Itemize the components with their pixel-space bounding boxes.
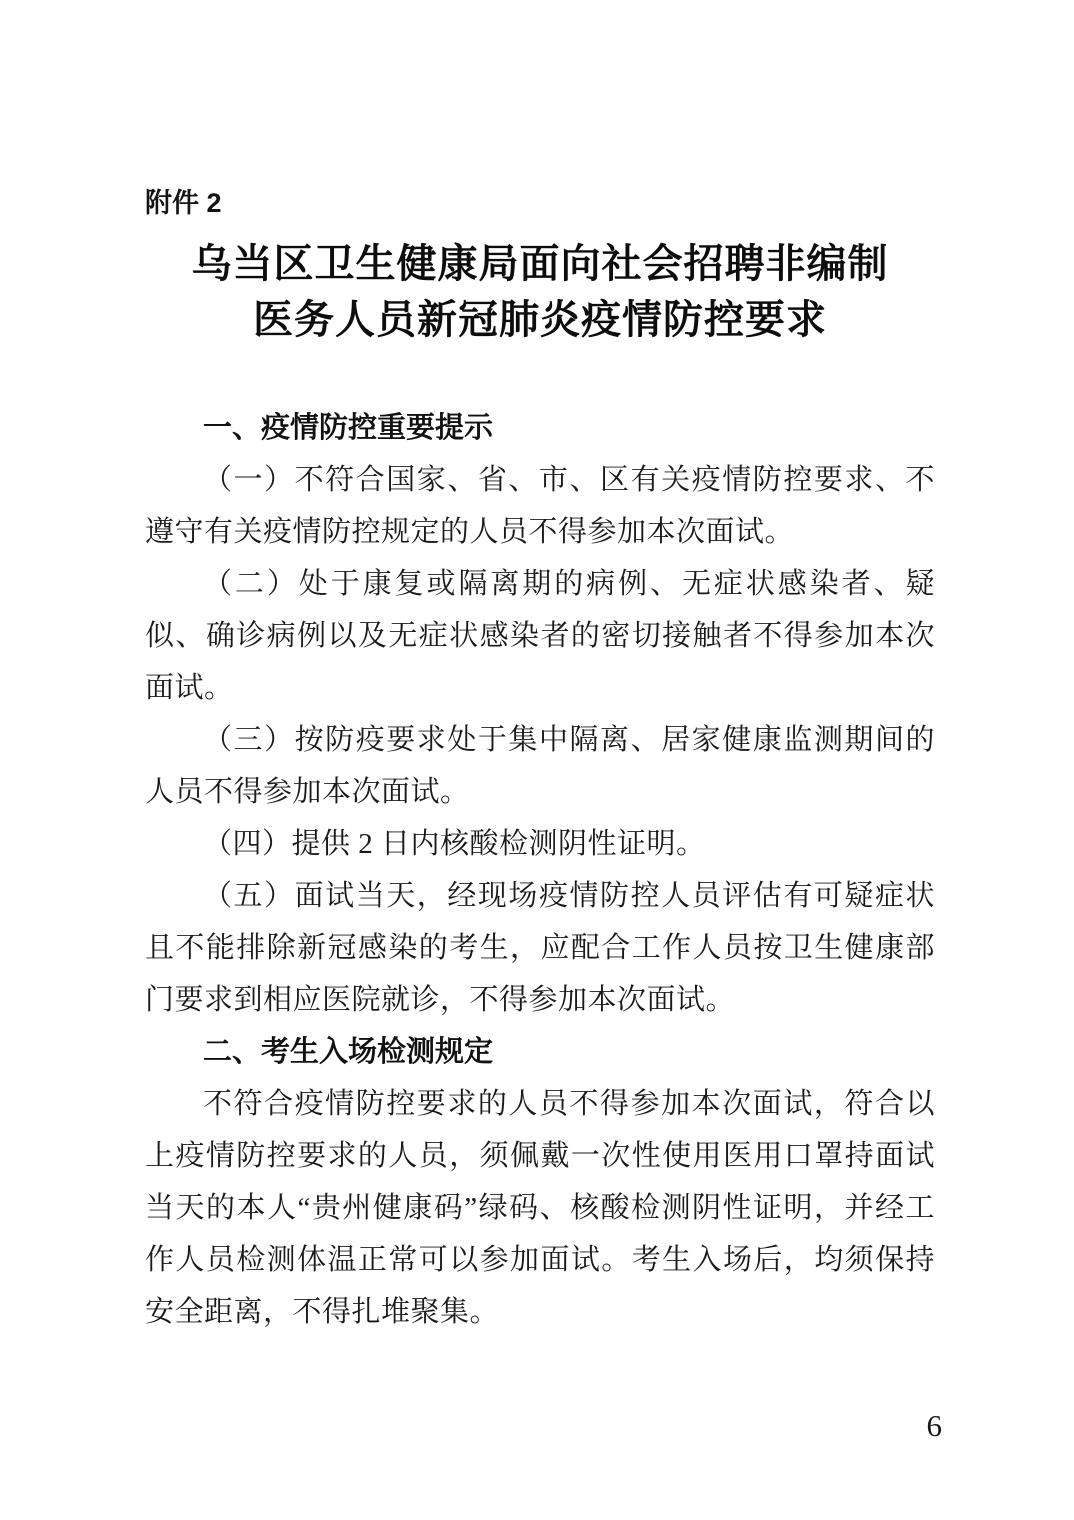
document-title (145, 236, 935, 348)
document-content (145, 186, 935, 1338)
section-1-paragraph-4: （四）提供 2 日内核酸检测阴性证明。 (203, 828, 706, 860)
document-title-line-1: 乌当区卫生健康局面向社会招聘非编制 (191, 241, 889, 286)
section-1-heading: 一、疫情防控重要提示 (203, 412, 494, 444)
page-number: 6 (926, 1408, 942, 1443)
section-1-paragraph-5: （五）面试当天，经现场疫情防控人员评估有可疑症状且不能排除新冠感染的考生，应配合工作人员按卫生健康部门要求到相应医院就诊，不得参加本次面试。 (145, 880, 935, 1016)
section-2-paragraph-1: 不符合疫情防控要求的人员不得参加本次面试，符合以上疫情防控要求的人员，须佩戴一次性使用医用口罩持面试当天的本人“贵州健康码”绿码、核酸检测阴性证明，并经工作人员检测体温正常可以参加面试。考生入场后，均须保持安全距离，不得扎堆聚集。 (145, 1088, 935, 1328)
section-1-paragraph-3: （三）按防疫要求处于集中隔离、居家健康监测期间的人员不得参加本次面试。 (145, 724, 935, 808)
document-title-line-2: 医务人员新冠肺炎疫情防控要求 (253, 297, 827, 342)
section-1-paragraph-1: （一）不符合国家、省、市、区有关疫情防控要求、不遵守有关疫情防控规定的人员不得参加本次面试。 (145, 464, 935, 548)
attachment-label: 附件 2 (145, 188, 222, 218)
document-body (145, 402, 935, 1338)
section-1-paragraph-2: （二）处于康复或隔离期的病例、无症状感染者、疑似、确诊病例以及无症状感染者的密切接触者不得参加本次面试。 (145, 568, 935, 704)
section-2-heading: 二、考生入场检测规定 (203, 1036, 494, 1068)
